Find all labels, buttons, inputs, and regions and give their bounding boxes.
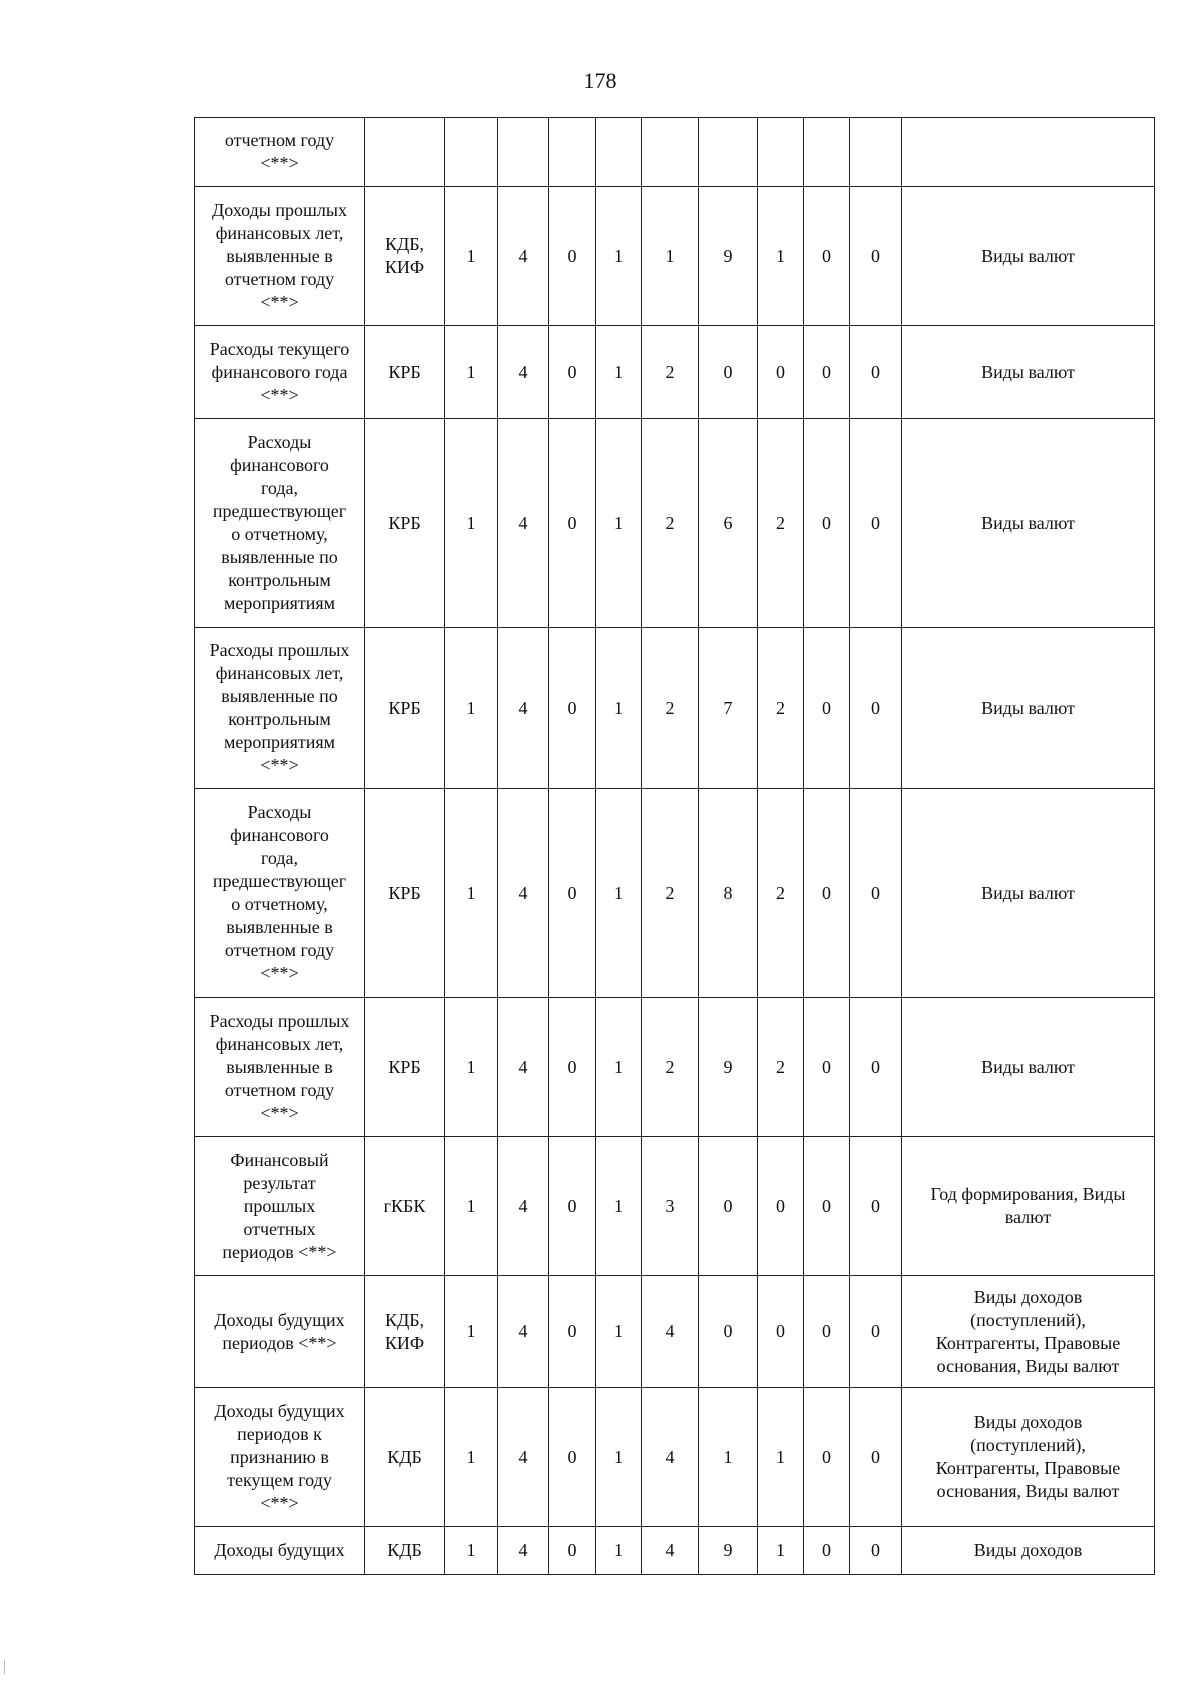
account-digit-cell	[850, 789, 902, 998]
account-digit-cell	[758, 118, 804, 187]
account-digit-cell	[804, 789, 850, 998]
account-digit-cell	[804, 628, 850, 789]
table-row	[195, 1388, 1155, 1527]
account-digit-cell-text: 1	[614, 1540, 623, 1560]
account-name-cell-text: Доходы будущих периодов <**>	[214, 1309, 345, 1353]
account-digit-cell-text: 0	[567, 245, 577, 266]
account-digit-cell	[850, 419, 902, 628]
account-digit-cell	[758, 628, 804, 789]
account-digit-cell-text: 0	[871, 245, 880, 266]
account-digit-cell	[804, 1137, 850, 1276]
analytics-cell-text: Виды валют	[981, 361, 1075, 382]
account-digit-cell	[699, 419, 758, 628]
account-digit-cell-text: 1	[776, 245, 785, 266]
account-name-cell-text: отчетном году <**>	[224, 130, 335, 173]
account-digit-cell	[804, 419, 850, 628]
account-digit-cell	[445, 419, 498, 628]
code-type-cell-text: КРБ	[388, 512, 421, 533]
code-type-cell	[365, 789, 445, 998]
account-digit-cell-text: 2	[665, 697, 675, 718]
analytics-cell-text: Виды доходов	[973, 1540, 1083, 1560]
account-digit-cell-text: 4	[518, 245, 528, 266]
account-digit-cell	[758, 1527, 804, 1575]
account-digit-cell-text: 0	[567, 361, 577, 382]
account-digit-cell-text: 0	[871, 1321, 880, 1341]
analytics-cell-text: Виды валют	[981, 882, 1075, 903]
account-digit-cell	[642, 1527, 699, 1575]
account-digit-cell-text: 0	[822, 1056, 831, 1077]
account-name-cell-text: Расходы финансового года, предшествующег о отчетному, выявленные по контрольным мероприятиям	[212, 432, 347, 613]
account-digit-cell	[642, 628, 699, 789]
account-digit-cell-text: 0	[871, 882, 880, 903]
account-digit-cell	[549, 1388, 596, 1527]
account-digit-cell	[642, 789, 699, 998]
account-name-cell	[195, 419, 365, 628]
analytics-cell	[902, 419, 1155, 628]
account-digit-cell	[850, 187, 902, 326]
account-digit-cell-text: 1	[665, 245, 675, 266]
account-name-cell-text: Доходы будущих	[214, 1540, 345, 1560]
account-digit-cell	[699, 1137, 758, 1276]
account-digit-cell	[498, 1388, 549, 1527]
account-digit-cell	[699, 187, 758, 326]
account-digit-cell	[445, 118, 498, 187]
account-digit-cell-text: 1	[466, 882, 476, 903]
account-digit-cell-text: 1	[776, 1446, 785, 1467]
account-digit-cell-text: 0	[871, 697, 880, 718]
account-digit-cell-text: 0	[567, 1321, 577, 1341]
analytics-cell-text: Виды валют	[981, 245, 1075, 266]
account-name-cell-text: Расходы прошлых финансовых лет, выявленные по контрольным мероприятиям <**>	[209, 640, 350, 775]
account-digit-cell	[596, 326, 642, 419]
account-digit-cell-text: 1	[466, 1321, 476, 1341]
account-digit-cell-text: 0	[567, 1056, 577, 1077]
account-digit-cell	[445, 1276, 498, 1388]
table-row	[195, 326, 1155, 419]
analytics-cell	[902, 1388, 1155, 1527]
account-digit-cell	[549, 1276, 596, 1388]
analytics-cell-text: Виды доходов (поступлений), Контрагенты, Правовые основания, Виды валют	[935, 1286, 1121, 1376]
account-digit-cell-text: 0	[723, 361, 733, 382]
account-digit-cell	[596, 118, 642, 187]
account-digit-cell	[596, 187, 642, 326]
account-digit-cell	[498, 419, 549, 628]
account-digit-cell	[596, 789, 642, 998]
account-digit-cell-text: 1	[614, 245, 623, 266]
code-type-cell-text: КДБ, КИФ	[384, 1309, 425, 1353]
account-digit-cell	[549, 789, 596, 998]
account-digit-cell-text: 4	[518, 697, 528, 718]
account-digit-cell-text: 1	[723, 1446, 733, 1467]
account-name-cell	[195, 187, 365, 326]
account-digit-cell	[445, 1527, 498, 1575]
account-digit-cell	[596, 998, 642, 1137]
account-name-cell-text: Расходы финансового года, предшествующег о отчетному, выявленные в отчетном году <**>	[212, 802, 347, 983]
code-type-cell-text: КРБ	[388, 361, 421, 382]
account-digit-cell-text: 1	[614, 882, 623, 903]
account-digit-cell	[642, 187, 699, 326]
account-digit-cell	[804, 118, 850, 187]
account-digit-cell	[850, 118, 902, 187]
account-digit-cell	[850, 1276, 902, 1388]
table-row	[195, 118, 1155, 187]
analytics-cell	[902, 1527, 1155, 1575]
account-digit-cell	[699, 1276, 758, 1388]
account-digit-cell-text: 1	[466, 245, 476, 266]
account-digit-cell-text: 1	[466, 697, 476, 718]
account-digit-cell-text: 9	[723, 1540, 733, 1560]
account-digit-cell-text: 0	[822, 245, 831, 266]
account-digit-cell	[549, 998, 596, 1137]
account-digit-cell	[445, 998, 498, 1137]
account-digit-cell	[642, 1276, 699, 1388]
account-digit-cell-text: 4	[518, 1321, 528, 1341]
account-digit-cell	[699, 628, 758, 789]
account-digit-cell	[850, 998, 902, 1137]
account-digit-cell	[804, 1527, 850, 1575]
analytics-cell	[902, 789, 1155, 998]
account-name-cell	[195, 1137, 365, 1276]
account-name-cell	[195, 789, 365, 998]
account-name-cell	[195, 118, 365, 187]
account-digit-cell-text: 0	[723, 1321, 733, 1341]
analytics-cell-text: Виды валют	[981, 697, 1075, 718]
account-digit-cell-text: 0	[871, 361, 880, 382]
account-digit-cell	[549, 419, 596, 628]
account-digit-cell	[596, 1137, 642, 1276]
account-digit-cell	[699, 789, 758, 998]
account-digit-cell	[804, 998, 850, 1137]
analytics-cell	[902, 118, 1155, 187]
account-digit-cell	[758, 419, 804, 628]
account-digit-cell-text: 2	[665, 1056, 675, 1077]
account-digit-cell	[850, 628, 902, 789]
account-digit-cell-text: 1	[466, 361, 476, 382]
code-type-cell	[365, 1137, 445, 1276]
account-digit-cell	[498, 998, 549, 1137]
account-name-cell	[195, 1388, 365, 1527]
account-digit-cell	[596, 1388, 642, 1527]
account-digit-cell	[850, 326, 902, 419]
account-digit-cell-text: 0	[822, 512, 831, 533]
account-digit-cell-text: 1	[614, 697, 623, 718]
table-row	[195, 419, 1155, 628]
code-type-cell-text: КДБ	[387, 1446, 422, 1467]
account-digit-cell-text: 1	[466, 1540, 476, 1560]
table-row	[195, 998, 1155, 1137]
account-digit-cell-text: 6	[723, 512, 733, 533]
account-digit-cell-text: 2	[776, 697, 785, 718]
code-type-cell-text: КДБ, КИФ	[384, 234, 425, 277]
account-digit-cell	[642, 998, 699, 1137]
account-digit-cell-text: 0	[822, 1321, 831, 1341]
account-digit-cell-text: 2	[665, 882, 675, 903]
account-digit-cell	[549, 1527, 596, 1575]
account-digit-cell	[758, 326, 804, 419]
code-type-cell	[365, 118, 445, 187]
code-type-cell	[365, 998, 445, 1137]
account-digit-cell-text: 4	[518, 1056, 528, 1077]
account-digit-cell-text: 0	[723, 1195, 733, 1216]
account-digit-cell	[850, 1388, 902, 1527]
table-row	[195, 789, 1155, 998]
account-digit-cell	[445, 1388, 498, 1527]
account-digit-cell	[498, 628, 549, 789]
account-digit-cell-text: 0	[822, 697, 831, 718]
account-digit-cell-text: 0	[567, 1446, 577, 1467]
account-digit-cell	[804, 1388, 850, 1527]
account-name-cell-text: Финансовый результат прошлых отчетных периодов <**>	[222, 1149, 337, 1262]
account-digit-cell-text: 0	[871, 1056, 880, 1077]
code-type-cell-text: КРБ	[388, 1056, 421, 1077]
account-digit-cell-text: 2	[776, 1056, 785, 1077]
account-digit-cell-text: 0	[776, 1195, 785, 1216]
account-digit-cell	[549, 1137, 596, 1276]
account-digit-cell	[549, 187, 596, 326]
account-digit-cell-text: 7	[723, 697, 733, 718]
account-digit-cell	[445, 187, 498, 326]
account-digit-cell	[642, 118, 699, 187]
analytics-cell	[902, 1137, 1155, 1276]
account-digit-cell	[596, 1527, 642, 1575]
account-digit-cell	[699, 326, 758, 419]
account-digit-cell	[498, 1276, 549, 1388]
account-digit-cell-text: 8	[723, 882, 733, 903]
account-digit-cell-text: 4	[665, 1321, 675, 1341]
table-body	[195, 118, 1155, 1575]
account-name-cell-text: Доходы прошлых финансовых лет, выявленные в отчетном году <**>	[212, 199, 347, 312]
account-digit-cell-text: 1	[466, 1446, 476, 1467]
analytics-cell-text: Виды валют	[981, 1056, 1075, 1077]
account-digit-cell-text: 0	[871, 1195, 880, 1216]
account-digit-cell-text: 1	[466, 1056, 476, 1077]
account-digit-cell-text: 0	[822, 1540, 831, 1560]
account-digit-cell-text: 1	[776, 1540, 785, 1560]
account-digit-cell-text: 4	[518, 1195, 528, 1216]
account-digit-cell-text: 3	[665, 1195, 675, 1216]
account-digit-cell-text: 2	[776, 512, 785, 533]
analytics-cell-text: Год формирования, Виды валют	[930, 1184, 1126, 1227]
account-digit-cell-text: 0	[822, 361, 831, 382]
account-name-cell	[195, 1276, 365, 1388]
code-type-cell-text: КРБ	[388, 697, 421, 718]
account-digit-cell	[498, 187, 549, 326]
account-name-cell	[195, 326, 365, 419]
account-digit-cell-text: 0	[776, 1321, 785, 1341]
account-digit-cell	[596, 1276, 642, 1388]
account-digit-cell-text: 9	[723, 245, 733, 266]
account-digit-cell	[549, 628, 596, 789]
code-type-cell	[365, 1388, 445, 1527]
account-name-cell-text: Доходы будущих периодов к признанию в текущем году <**>	[214, 1400, 345, 1513]
code-type-cell	[365, 326, 445, 419]
account-digit-cell	[758, 1276, 804, 1388]
table-row	[195, 1527, 1155, 1575]
account-digit-cell	[758, 789, 804, 998]
account-digit-cell-text: 1	[614, 361, 623, 382]
account-digit-cell	[498, 326, 549, 419]
account-digit-cell	[596, 419, 642, 628]
account-digit-cell-text: 4	[518, 361, 528, 382]
account-digit-cell	[549, 326, 596, 419]
analytics-cell	[902, 187, 1155, 326]
account-digit-cell-text: 0	[822, 1195, 831, 1216]
account-digit-cell	[596, 628, 642, 789]
account-plan-table	[194, 117, 1155, 1575]
account-digit-cell	[445, 1137, 498, 1276]
account-digit-cell-text: 0	[567, 512, 577, 533]
account-digit-cell	[699, 998, 758, 1137]
account-digit-cell-text: 0	[871, 512, 880, 533]
account-digit-cell-text: 0	[871, 1540, 880, 1560]
account-digit-cell	[804, 326, 850, 419]
account-name-cell-text: Расходы прошлых финансовых лет, выявленные в отчетном году <**>	[209, 1010, 350, 1123]
analytics-cell	[902, 1276, 1155, 1388]
account-name-cell	[195, 628, 365, 789]
account-digit-cell-text: 1	[614, 1321, 623, 1341]
account-digit-cell-text: 4	[665, 1540, 675, 1560]
account-digit-cell	[445, 628, 498, 789]
account-digit-cell	[699, 1527, 758, 1575]
account-digit-cell	[642, 1388, 699, 1527]
account-digit-cell	[445, 326, 498, 419]
account-digit-cell-text: 4	[518, 512, 528, 533]
account-digit-cell	[642, 326, 699, 419]
code-type-cell-text: КДБ	[387, 1540, 422, 1560]
account-digit-cell-text: 0	[567, 882, 577, 903]
code-type-cell	[365, 1527, 445, 1575]
account-digit-cell	[758, 998, 804, 1137]
account-name-cell	[195, 1527, 365, 1575]
code-type-cell	[365, 1276, 445, 1388]
account-digit-cell-text: 2	[665, 361, 675, 382]
code-type-cell	[365, 419, 445, 628]
table-row	[195, 628, 1155, 789]
account-digit-cell-text: 0	[871, 1446, 880, 1467]
account-digit-cell-text: 1	[466, 512, 476, 533]
account-digit-cell	[498, 1137, 549, 1276]
code-type-cell-text: гКБК	[383, 1195, 426, 1216]
account-name-cell-text: Расходы текущего финансового года <**>	[209, 338, 350, 405]
table-row	[195, 1276, 1155, 1388]
account-digit-cell	[498, 118, 549, 187]
account-digit-cell-text: 1	[614, 512, 623, 533]
account-digit-cell	[758, 1388, 804, 1527]
code-type-cell	[365, 187, 445, 326]
scan-edge-mark	[4, 1660, 5, 1674]
account-digit-cell	[445, 789, 498, 998]
analytics-cell	[902, 998, 1155, 1137]
account-digit-cell-text: 4	[518, 1446, 528, 1467]
account-digit-cell-text: 1	[614, 1446, 623, 1467]
account-digit-cell-text: 0	[567, 1540, 577, 1560]
account-digit-cell-text: 0	[822, 1446, 831, 1467]
account-digit-cell-text: 1	[614, 1056, 623, 1077]
analytics-cell-text: Виды валют	[981, 512, 1075, 533]
code-type-cell-text: КРБ	[388, 882, 421, 903]
analytics-cell	[902, 628, 1155, 789]
account-digit-cell-text: 0	[822, 882, 831, 903]
account-digit-cell	[642, 419, 699, 628]
account-digit-cell-text: 2	[776, 882, 785, 903]
account-digit-cell	[850, 1527, 902, 1575]
account-digit-cell-text: 9	[723, 1056, 733, 1077]
account-digit-cell-text: 0	[567, 697, 577, 718]
table-row	[195, 1137, 1155, 1276]
page-number: 178	[583, 68, 617, 93]
analytics-cell	[902, 326, 1155, 419]
account-digit-cell-text: 0	[567, 1195, 577, 1216]
account-digit-cell-text: 4	[518, 1540, 528, 1560]
code-type-cell	[365, 628, 445, 789]
account-digit-cell-text: 4	[518, 882, 528, 903]
account-digit-cell	[850, 1137, 902, 1276]
account-digit-cell-text: 4	[665, 1446, 675, 1467]
analytics-cell-text: Виды доходов (поступлений), Контрагенты, Правовые основания, Виды валют	[935, 1412, 1121, 1501]
account-name-cell	[195, 998, 365, 1137]
account-digit-cell-text: 1	[614, 1195, 623, 1216]
account-digit-cell	[804, 1276, 850, 1388]
account-digit-cell	[758, 1137, 804, 1276]
account-digit-cell-text: 1	[466, 1195, 476, 1216]
account-digit-cell	[758, 187, 804, 326]
account-digit-cell	[642, 1137, 699, 1276]
account-digit-cell	[699, 118, 758, 187]
account-digit-cell-text: 0	[776, 361, 785, 382]
table-row	[195, 187, 1155, 326]
account-digit-cell-text: 2	[665, 512, 675, 533]
account-digit-cell	[498, 1527, 549, 1575]
account-digit-cell	[549, 118, 596, 187]
account-digit-cell	[804, 187, 850, 326]
account-digit-cell	[498, 789, 549, 998]
account-digit-cell	[699, 1388, 758, 1527]
